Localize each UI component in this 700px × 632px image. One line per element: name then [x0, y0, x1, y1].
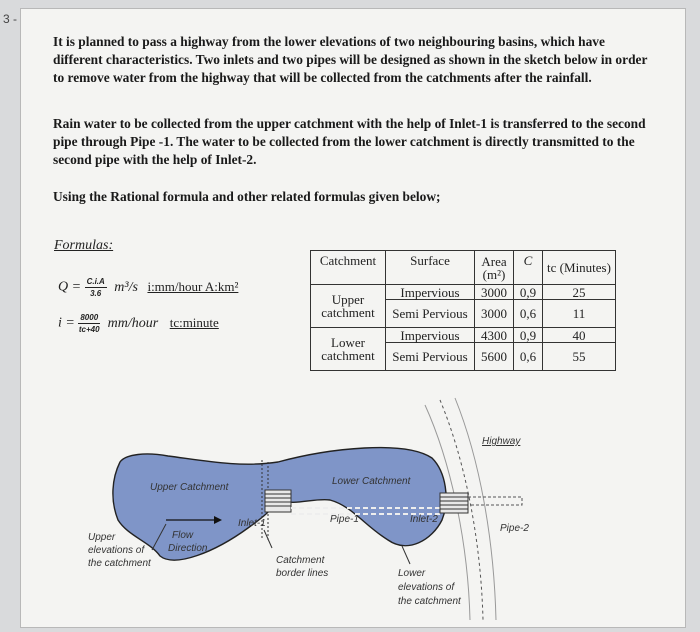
transfer-paragraph: Rain water to be collected from the upper catchment with the help of Inlet-1 is transferred to the second pipe through Pipe -1. The water to be collected from the lower catchment is directly transmitted to the second pipe with the help of Inlet-2. [53, 116, 646, 167]
instruction-paragraph: Using the Rational formula and other related formulas given below; [53, 189, 441, 204]
header-surface: Surface [386, 251, 475, 285]
surface-cell: Impervious [386, 328, 475, 343]
area-cell: 5600 [475, 343, 514, 371]
tc-cell: 40 [543, 328, 616, 343]
upper-elevations-label-3: the catchment [88, 558, 151, 569]
q-variable-units: i:mm/hour A:km² [147, 278, 239, 294]
tc-cell: 55 [543, 343, 616, 371]
i-lhs: i = [58, 315, 75, 331]
upper-elevations-label-2: elevations of [88, 545, 145, 556]
c-cell: 0,9 [514, 285, 543, 300]
area-cell: 3000 [475, 300, 514, 328]
header-c: C [514, 251, 543, 285]
header-area: Area (m²) [475, 251, 514, 285]
pipe-2-label: Pipe-2 [500, 523, 529, 534]
direction-label: Direction [168, 543, 208, 554]
leader-border-lines [264, 530, 272, 548]
inlet-2-grate [440, 493, 468, 513]
area-cell: 4300 [475, 328, 514, 343]
area-cell: 3000 [475, 285, 514, 300]
upper-elevations-label-1: Upper [88, 532, 116, 543]
c-cell: 0,6 [514, 300, 543, 328]
c-cell: 0,9 [514, 328, 543, 343]
formulas-title: Formulas: [54, 238, 114, 253]
leader-lower-elevations [402, 546, 410, 564]
lower-catchment-label: Lower Catchment [332, 476, 411, 487]
tc-cell: 11 [543, 300, 616, 328]
q-numerator: C.i.A [86, 277, 105, 286]
i-numerator: 8000 [80, 313, 99, 322]
catchment-border-label-2: border lines [276, 568, 329, 579]
catchment-border-label-1: Catchment [276, 555, 325, 566]
lower-elevations-label-3: the catchment [398, 596, 461, 607]
header-tc: tc (Minutes) [543, 251, 616, 285]
i-denominator: tc+40 [78, 325, 100, 334]
inlet-1-grate [265, 490, 291, 512]
upper-catchment-label: Upper Catchment [150, 482, 229, 493]
tc-cell: 25 [543, 285, 616, 300]
header-catchment: Catchment [311, 251, 386, 285]
surface-cell: Impervious [386, 285, 475, 300]
inlet-1-label: Inlet-1 [238, 518, 266, 529]
c-cell: 0,6 [514, 343, 543, 371]
q-unit: m³/s [114, 279, 138, 295]
highway-label: Highway [482, 436, 521, 447]
lower-elevations-label-1: Lower [398, 568, 426, 579]
intro-paragraph: It is planned to pass a highway from the lower elevations of two neighbouring basins, which have different characteristics. Two inlets and two pipes will be designed as shown in the sketch below in order to remove water from the highway that will be collected from the catchments after the rainfall. [53, 34, 648, 85]
lower-catchment-cell: Lower catchment [311, 328, 386, 371]
surface-cell: Semi Pervious [386, 300, 475, 328]
lower-elevations-label-2: elevations of [398, 582, 455, 593]
question-number: 3 - [3, 12, 18, 26]
q-denominator: 3.6 [90, 289, 102, 298]
upper-catchment-cell: Upper catchment [311, 285, 386, 328]
i-variable-units: tc:minute [169, 314, 219, 330]
surface-cell: Semi Pervious [386, 343, 475, 371]
inlet-2-label: Inlet-2 [410, 514, 438, 525]
i-unit: mm/hour [107, 315, 159, 331]
pipe-2-line [468, 497, 522, 505]
pipe-1-label: Pipe-1 [330, 514, 359, 525]
flow-label: Flow [172, 530, 194, 541]
q-lhs: Q = [58, 279, 82, 295]
